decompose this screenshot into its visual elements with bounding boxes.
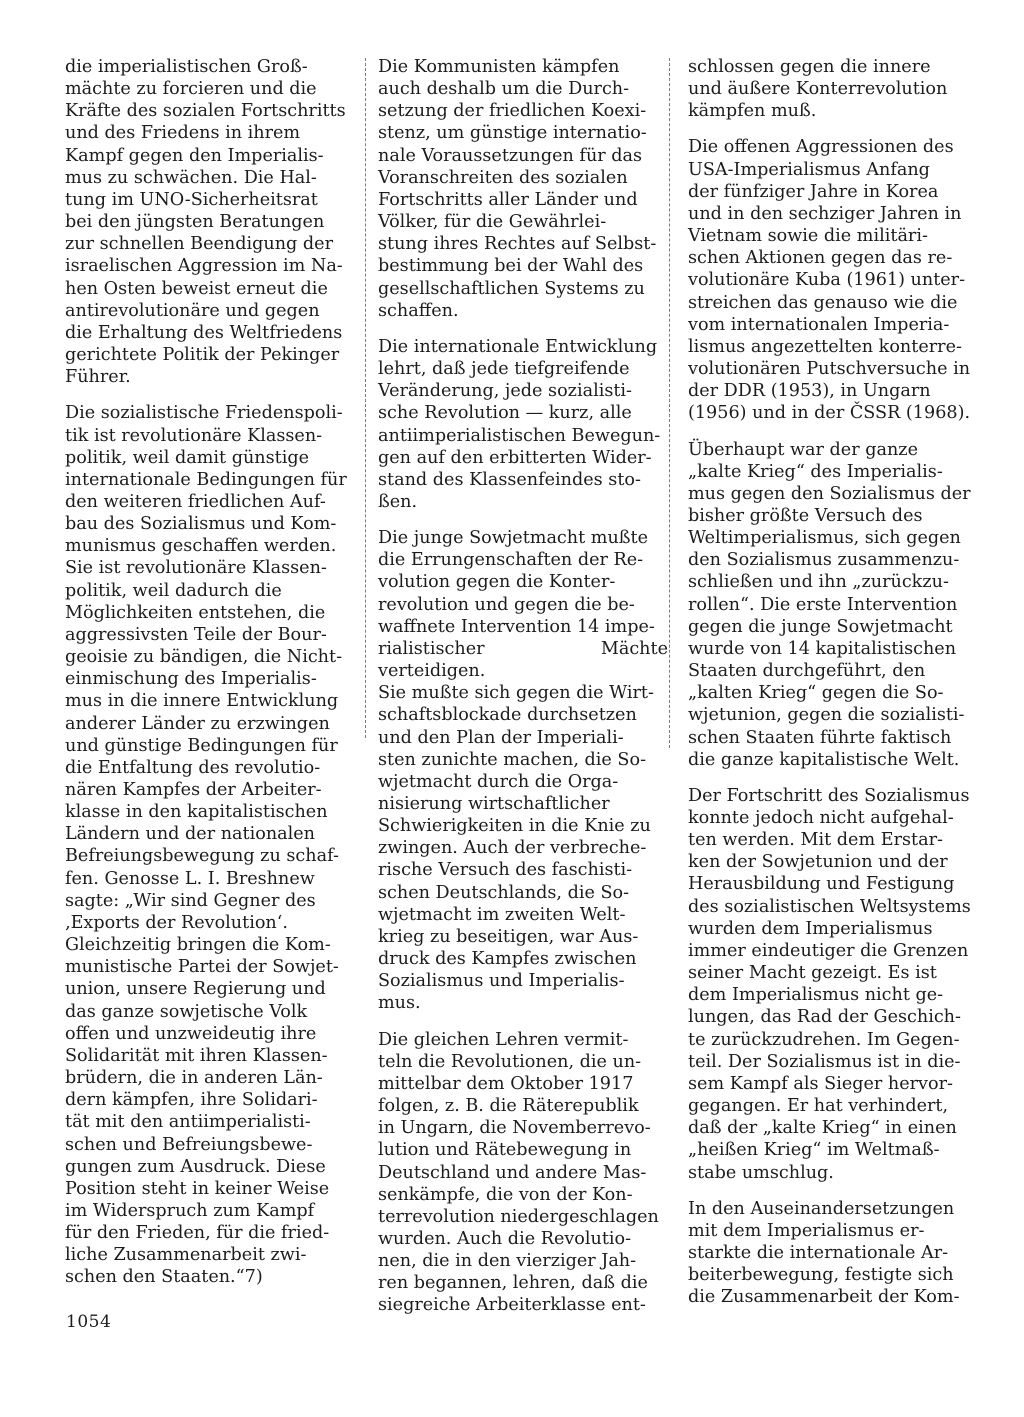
paragraph: In den Auseinandersetzungen mit dem Imperialismus er- starkte die internationale Ar- beiterbewegung, festigte sich die Zusammenarbeit der Kom- [688, 1198, 960, 1308]
text-column-1 [65, 56, 355, 1303]
paragraph: Die internationale Entwicklung lehrt, daß jede tiefgreifende Veränderung, jede sozialisti- sche Revolution — kurz, alle antiimperialistischen Bewegun- gen auf den erbitterten Wider- stand des Klassenfeindes sto- ßen. [378, 336, 661, 512]
paragraph: Überhaupt war der ganze „kalte Krieg“ des Imperialis- mus gegen den Sozialismus der bisher größte Versuch des Weltimperialismus, sich gegen den Sozialismus zusammenzu- schließen und ihn „zurückzu- rollen“. Die erste Intervention gegen die junge Sowjetmacht wurde von 14 kapitalistischen Staaten durchgeführt, den „kalten Krieg“ gegen die So- wjetunion, gegen die sozialisti- schen Staaten führte faktisch die ganze kapitalistische Welt. [688, 439, 971, 770]
paragraph: Die sozialistische Friedenspoli- tik ist revolutionäre Klassen- politik, weil damit günstige internationale Bedingungen für den weiteren friedlichen Auf- bau des Sozialismus und Kom- munismus geschaffen werden. Sie ist revolutionäre Klassen- politik, weil dadurch die Möglichkeiten entstehen, die aggressivsten Teile der Bour- geoisie zu bändigen, die Nicht- einmischung des Imperialis- mus in die innere Entwicklung anderer Länder zu erzwingen und günstige Bedingungen für die Entfaltung des revolutio- nären Kampfes der Arbeiter- klasse in den kapitalistischen Ländern und der nationalen Befreiungsbewegung zu schaf- fen. Genosse L. I. Breshnew sagte: „Wir sind Gegner des ‚Exports der Revolution‘. Gleichzeitig bringen die Kom- munistische Partei der Sowjet- union, unsere Regierung und das ganze sowjetische Volk offen und unzweideutig ihre Solidarität mit ihren Klassen- brüdern, die in anderen Län- dern kämpfen, ihre Solidari- tät mit den antiimperialisti- schen und Befreiungsbewe- gungen zum Ausdruck. Diese Position steht in keiner Weise im Widerspruch zum Kampf für den Frieden, für die fried- liche Zusammenarbeit zwi- schen den Staaten.“7) [65, 403, 347, 1288]
text-column-2 [378, 56, 668, 1331]
page-number: 1054 [66, 1312, 112, 1332]
paragraph: Die junge Sowjetmacht mußte die Errungenschaften der Re- volution gegen die Konter- revolution und gegen die be- waffnete Intervention 14 impe- rialistischer Mächte verteidigen. Sie mußte sich gegen die Wirt- schaftsblockade durchsetzen und den Plan der Imperiali- sten zunichte machen, die So- wjetmacht durch die Orga- nisierung wirtschaftlicher Schwierigkeiten in die Knie zu zwingen. Auch der verbreche- rische Versuch des faschisti- schen Deutschlands, die So- wjetmacht im zweiten Welt- krieg zu beseitigen, war Aus- druck des Kampfes zwischen Sozialismus und Imperialis- mus. [378, 528, 668, 1014]
column-divider [669, 58, 670, 748]
text-column-3 [688, 56, 978, 1322]
paragraph: Die Kommunisten kämpfen auch deshalb um die Durch- setzung der friedlichen Koexi- stenz, um günstige internatio- nale Voraussetzungen für das Voranschreiten des sozialen Fortschritts aller Länder und Völker, für die Gewährlei- stung ihres Rechtes auf Selbst- bestimmung bei der Wahl des gesellschaftlichen Systems zu schaffen. [378, 57, 657, 321]
paragraph: Die gleichen Lehren vermit- teln die Revolutionen, die un- mittelbar dem Oktober 1917 folgen, z. B. die Räterepublik in Ungarn, die Novemberrevo- lution und Rätebewegung in Deutschland und andere Mas- senkämpfe, die von der Kon- terrevolution niedergeschlagen wurden. Auch die Revolutio- nen, die in den vierziger Jah- ren begannen, lehren, daß die siegreiche Arbeiterklasse ent- [378, 1029, 659, 1316]
paragraph: die imperialistischen Groß- mächte zu forcieren und die Kräfte des sozialen Fortschritts und des Friedens in ihrem Kampf gegen den Imperialis- mus zu schwächen. Die Hal- tung im UNO-Sicherheitsrat bei den jüngsten Beratungen zur schnellen Beendigung der israelischen Aggression im Na- hen Osten beweist erneut die antirevolutionäre und gegen die Erhaltung des Weltfriedens gerichtete Politik der Pekinger Führer. [65, 57, 346, 388]
column-divider [365, 58, 366, 738]
paragraph: Der Fortschritt des Sozialismus konnte jedoch nicht aufgehal- ten werden. Mit dem Erstar- ken der Sowjetunion und der Herausbildung und Festigung des sozialistischen Weltsystems wurden dem Imperialismus immer eindeutiger die Grenzen seiner Macht gezeigt. Es ist dem Imperialismus nicht ge- lungen, das Rad der Geschich- te zurückzudrehen. Im Gegen- teil. Der Sozialismus ist in die- sem Kampf als Sieger hervor- gegangen. Er hat verhindert, daß der „kalte Krieg“ in einen „heißen Krieg“ im Weltmaß- stabe umschlug. [688, 785, 971, 1183]
paragraph: schlossen gegen die innere und äußere Konterrevolution kämpfen muß. [688, 57, 948, 122]
paragraph: Die offenen Aggressionen des USA-Imperialismus Anfang der fünfziger Jahre in Korea und in den sechziger Jahren in Vietnam sowie die militäri- schen Aktionen gegen das re- volutionäre Kuba (1961) unter- streichen das genauso wie die vom internationalen Imperia- lismus angezettelten konterre- volutionären Putschversuche in der DDR (1953), in Ungarn (1956) und in der ČSSR (1968). [688, 137, 971, 424]
